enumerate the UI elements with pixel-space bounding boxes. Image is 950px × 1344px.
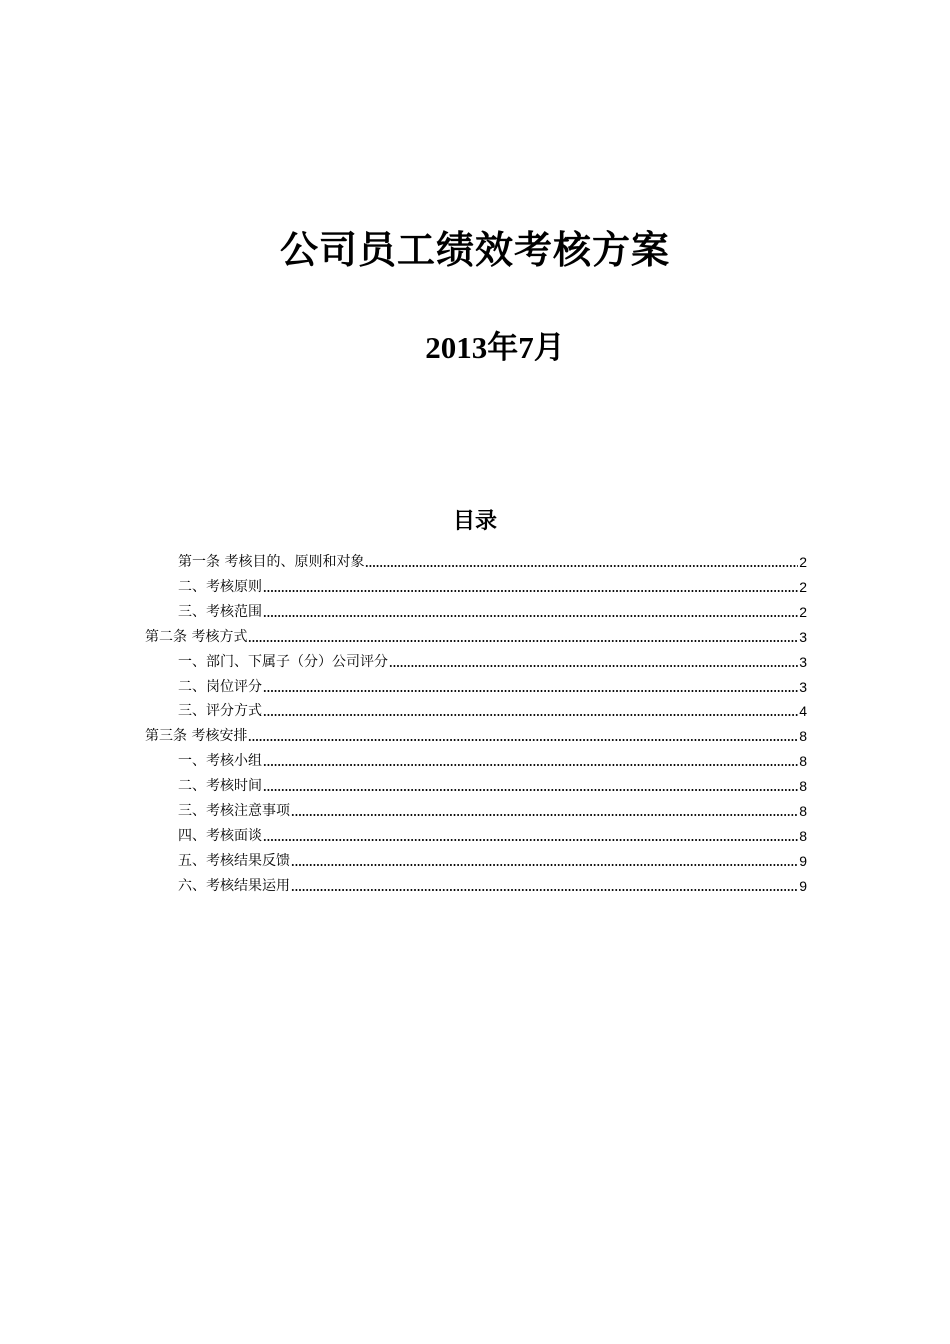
toc-entry[interactable]	[178, 672, 807, 697]
toc-entry-text: 三、考核注意事项	[178, 803, 290, 819]
toc-heading: 目录	[452, 509, 497, 534]
toc-entry[interactable]	[178, 771, 807, 796]
toc-entry-page-number: 4	[799, 703, 807, 720]
toc-entry-text: 三、考核范围	[178, 603, 262, 620]
toc-entry-page-number: 2	[799, 578, 807, 595]
toc-dot-leader	[263, 838, 798, 842]
toc-entry-page-number: 3	[799, 678, 807, 695]
toc-dot-leader	[263, 763, 798, 767]
toc-dot-leader	[248, 738, 798, 742]
document-date: 2013年7月	[425, 330, 565, 365]
toc-entry-text: 二、考核时间	[178, 778, 262, 795]
toc-dot-leader	[263, 788, 798, 792]
toc-entry[interactable]	[178, 821, 807, 846]
toc-entry-page-number: 8	[799, 728, 807, 745]
toc-entry-page-number: 8	[799, 753, 807, 770]
toc-entry[interactable]	[145, 622, 807, 647]
toc-entry-text: 第三条 考核安排	[145, 728, 248, 745]
toc-dot-leader	[263, 614, 798, 618]
toc-entry-text: 一、部门、下属子（分）公司评分	[178, 653, 388, 670]
toc-dot-leader	[389, 664, 798, 668]
toc-entry[interactable]	[178, 597, 807, 622]
toc-dot-leader	[248, 639, 798, 643]
toc-entry-page-number: 8	[799, 803, 807, 819]
toc-entry-page-number: 2	[799, 554, 807, 570]
toc-entry[interactable]	[178, 871, 807, 896]
toc-entry-page-number: 3	[799, 653, 807, 670]
toc-entry-page-number: 3	[799, 628, 807, 645]
toc-entry-page-number: 9	[799, 852, 807, 869]
toc-entry-page-number: 9	[799, 877, 807, 894]
toc-entry-text: 二、岗位评分	[178, 678, 262, 695]
toc-entry-text: 第二条 考核方式	[145, 628, 248, 645]
toc-entry-text: 六、考核结果运用	[178, 877, 290, 894]
toc-entry[interactable]	[178, 647, 807, 672]
toc-dot-leader	[291, 863, 798, 867]
toc-entry-text: 四、考核面谈	[178, 827, 262, 844]
toc-entry-text: 五、考核结果反馈	[178, 852, 290, 869]
toc-dot-leader	[263, 689, 798, 693]
toc-dot-leader	[291, 888, 798, 892]
toc-dot-leader	[291, 813, 798, 817]
toc-dot-leader	[263, 713, 798, 717]
toc-dot-leader	[263, 589, 798, 593]
document-title: 公司员工绩效考核方案	[279, 228, 670, 272]
toc-entry[interactable]	[178, 572, 807, 597]
toc-entry-page-number: 8	[799, 827, 807, 844]
toc-entry-text: 三、评分方式	[178, 703, 262, 720]
toc-entry[interactable]	[178, 746, 807, 771]
toc-dot-leader	[365, 564, 798, 568]
toc-entry-text: 二、考核原则	[178, 578, 262, 595]
toc-entry[interactable]	[178, 696, 807, 721]
toc-entry[interactable]	[178, 846, 807, 871]
toc-entry-page-number: 2	[799, 603, 807, 620]
toc-entry[interactable]	[178, 547, 807, 572]
toc-entry-text: 第一条 考核目的、原则和对象	[178, 554, 365, 570]
toc-entry-page-number: 8	[799, 778, 807, 795]
toc-entry[interactable]	[145, 721, 807, 746]
toc-entry-text: 一、考核小组	[178, 753, 262, 770]
toc-entry[interactable]	[178, 796, 807, 821]
